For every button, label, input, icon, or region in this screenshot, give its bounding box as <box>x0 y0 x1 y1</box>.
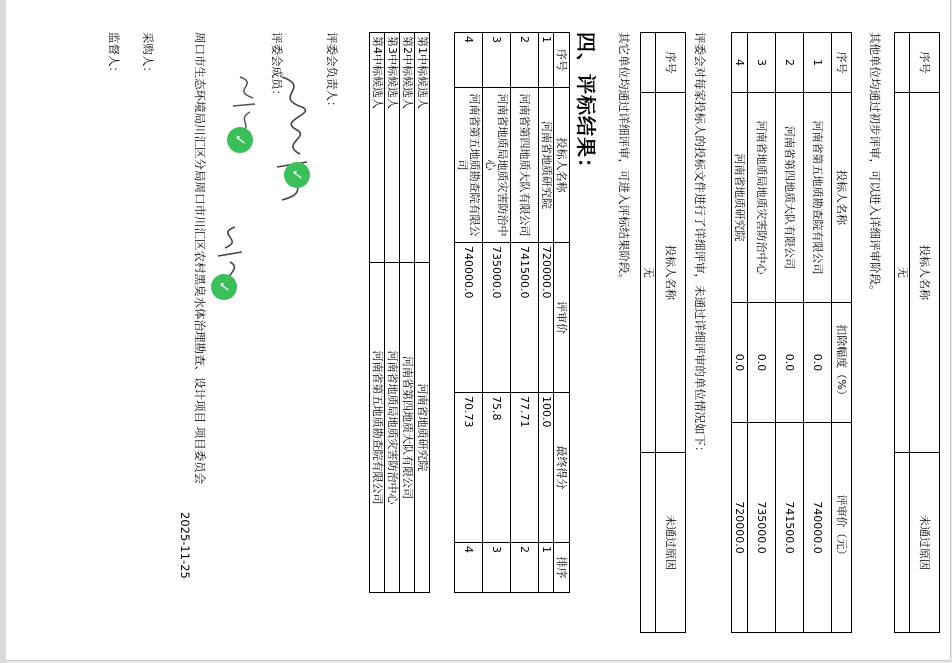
table-row <box>455 33 483 593</box>
header-cell: 评审价（元） <box>832 423 852 633</box>
table-cell: 740000.0 <box>455 243 483 393</box>
header-cell: 投标人名称 <box>554 88 570 243</box>
preliminary-fail-table <box>894 32 940 633</box>
winning-candidate-table <box>369 32 430 593</box>
table-row <box>511 33 539 593</box>
footer-committee: 周口市生态环境局川汇区分局周口市川汇区农村黑臭水体治理勘查、设计项目 项目委员会 <box>193 32 207 485</box>
footer-date: 2025-11-25 <box>178 512 192 579</box>
table-cell: 第1中标候选人 <box>415 33 430 263</box>
table-row <box>415 33 430 593</box>
handwritten-signature-leader <box>262 72 322 222</box>
table-cell <box>895 453 910 633</box>
paragraph-preliminary-pass: 其他单位均通过初步评审，可以进入详细评审阶段。 <box>868 32 882 297</box>
purchaser-label: 采购人： <box>141 32 155 78</box>
table-cell: 3 <box>748 33 776 93</box>
header-cell: 排序 <box>554 543 570 593</box>
table-row <box>776 33 804 633</box>
table-cell: 4 <box>455 33 483 88</box>
header-cell: 未通过原因 <box>910 453 940 633</box>
table-cell: 4 <box>455 543 483 593</box>
header-cell: 评审价 <box>554 243 570 393</box>
table-row <box>748 33 776 633</box>
table-cell: 1 <box>539 543 554 593</box>
evaluation-result-table <box>454 32 570 593</box>
table-row <box>895 33 910 633</box>
signature-verified-icon: ✓ <box>284 162 310 188</box>
header-cell: 最终得分 <box>554 393 570 543</box>
table-cell: 河南省第四地质大队有限公司 <box>776 93 804 303</box>
table-cell: 第4中标候选人 <box>370 33 385 263</box>
table-cell: 河南省地质研究院 <box>415 263 430 593</box>
price-deduction-table <box>731 32 852 633</box>
table-header-row <box>554 33 570 593</box>
table-cell: 0.0 <box>748 303 776 423</box>
table-cell: 河南省地质局地质灾害防治中心 <box>748 93 776 303</box>
table-cell: 740000.0 <box>804 423 832 633</box>
table-cell: 741500.0 <box>511 243 539 393</box>
table-cell: 河南省第五地质勘查院有限公司 <box>455 88 483 243</box>
table-cell: 河南省地质研究院 <box>732 93 748 303</box>
table-cell: 2 <box>511 33 539 88</box>
table-cell: 河南省第四地质大队有限公司 <box>511 88 539 243</box>
table-cell: 河南省地质局地质灾害防治中心 <box>483 88 511 243</box>
header-cell: 序号 <box>910 33 940 93</box>
table-cell: 100.0 <box>539 393 554 543</box>
header-cell: 投标人名称 <box>656 93 686 453</box>
table-cell: 735000.0 <box>748 423 776 633</box>
table-cell: 0.0 <box>732 303 748 423</box>
table-row <box>370 33 385 593</box>
signature-verified-icon: ✓ <box>211 274 237 300</box>
table-header-row <box>656 33 686 633</box>
table-row <box>641 33 656 633</box>
table-cell: 3 <box>483 543 511 593</box>
signature-verified-icon: ✓ <box>227 127 253 153</box>
table-row <box>400 33 415 593</box>
table-cell: 河南省第五地质勘查院有限公司 <box>804 93 832 303</box>
supervisor-label: 监督人： <box>107 32 121 78</box>
table-cell <box>895 33 910 93</box>
table-header-row <box>910 33 940 633</box>
header-cell: 序号 <box>656 33 686 93</box>
section-heading: 四、评标结果： <box>574 32 598 179</box>
table-cell: 河南省地质局地质灾害防治中心 <box>385 263 400 593</box>
table-cell: 720000.0 <box>539 243 554 393</box>
table-cell: 0.0 <box>804 303 832 423</box>
header-cell: 扣除幅度（%） <box>832 303 852 423</box>
table-row <box>385 33 400 593</box>
table-cell: 无 <box>641 93 656 453</box>
table-cell <box>641 453 656 633</box>
table-cell: 0.0 <box>776 303 804 423</box>
table-cell <box>641 33 656 93</box>
rotated-document-content <box>40 32 940 632</box>
committee-leader-label: 评委会负责人： <box>325 32 339 113</box>
header-cell: 投标人名称 <box>832 93 852 303</box>
header-cell: 序号 <box>832 33 852 93</box>
committee-members-label: 评委会成员： <box>270 32 284 101</box>
table-cell: 无 <box>895 93 910 453</box>
table-cell: 77.71 <box>511 393 539 543</box>
table-cell: 1 <box>804 33 832 93</box>
detailed-fail-table <box>640 32 686 633</box>
table-cell: 河南省地质研究院 <box>539 88 554 243</box>
table-cell: 第2中标候选人 <box>400 33 415 263</box>
table-cell: 河南省第四地质大队有限公司 <box>400 263 415 593</box>
table-cell: 1 <box>539 33 554 88</box>
table-cell: 741500.0 <box>776 423 804 633</box>
table-cell: 735000.0 <box>483 243 511 393</box>
table-row <box>804 33 832 633</box>
table-cell: 75.8 <box>483 393 511 543</box>
table-row <box>483 33 511 593</box>
table-cell: 2 <box>511 543 539 593</box>
table-row <box>732 33 748 633</box>
table-cell: 第3中标候选人 <box>385 33 400 263</box>
header-cell: 未通过原因 <box>656 453 686 633</box>
table-cell: 70.73 <box>455 393 483 543</box>
header-cell: 序号 <box>554 33 570 88</box>
table-cell: 4 <box>732 33 748 93</box>
table-header-row <box>832 33 852 633</box>
table-cell: 3 <box>483 33 511 88</box>
paragraph-detailed-review: 评委会对每家投标人的投标文件进行了详细评审，未通过详细评审的单位情况如下： <box>693 32 707 458</box>
table-cell: 2 <box>776 33 804 93</box>
table-cell: 河南省第五地质勘查院有限公司 <box>370 263 385 593</box>
table-row <box>539 33 554 593</box>
header-cell: 投标人名称 <box>910 93 940 453</box>
handwritten-signature-member-1 <box>225 72 265 172</box>
table-cell: 720000.0 <box>732 423 748 633</box>
paragraph-detailed-pass: 其它单位均通过详细评审，可进入评标结果阶段。 <box>617 32 631 285</box>
viewer-edge <box>0 0 6 663</box>
